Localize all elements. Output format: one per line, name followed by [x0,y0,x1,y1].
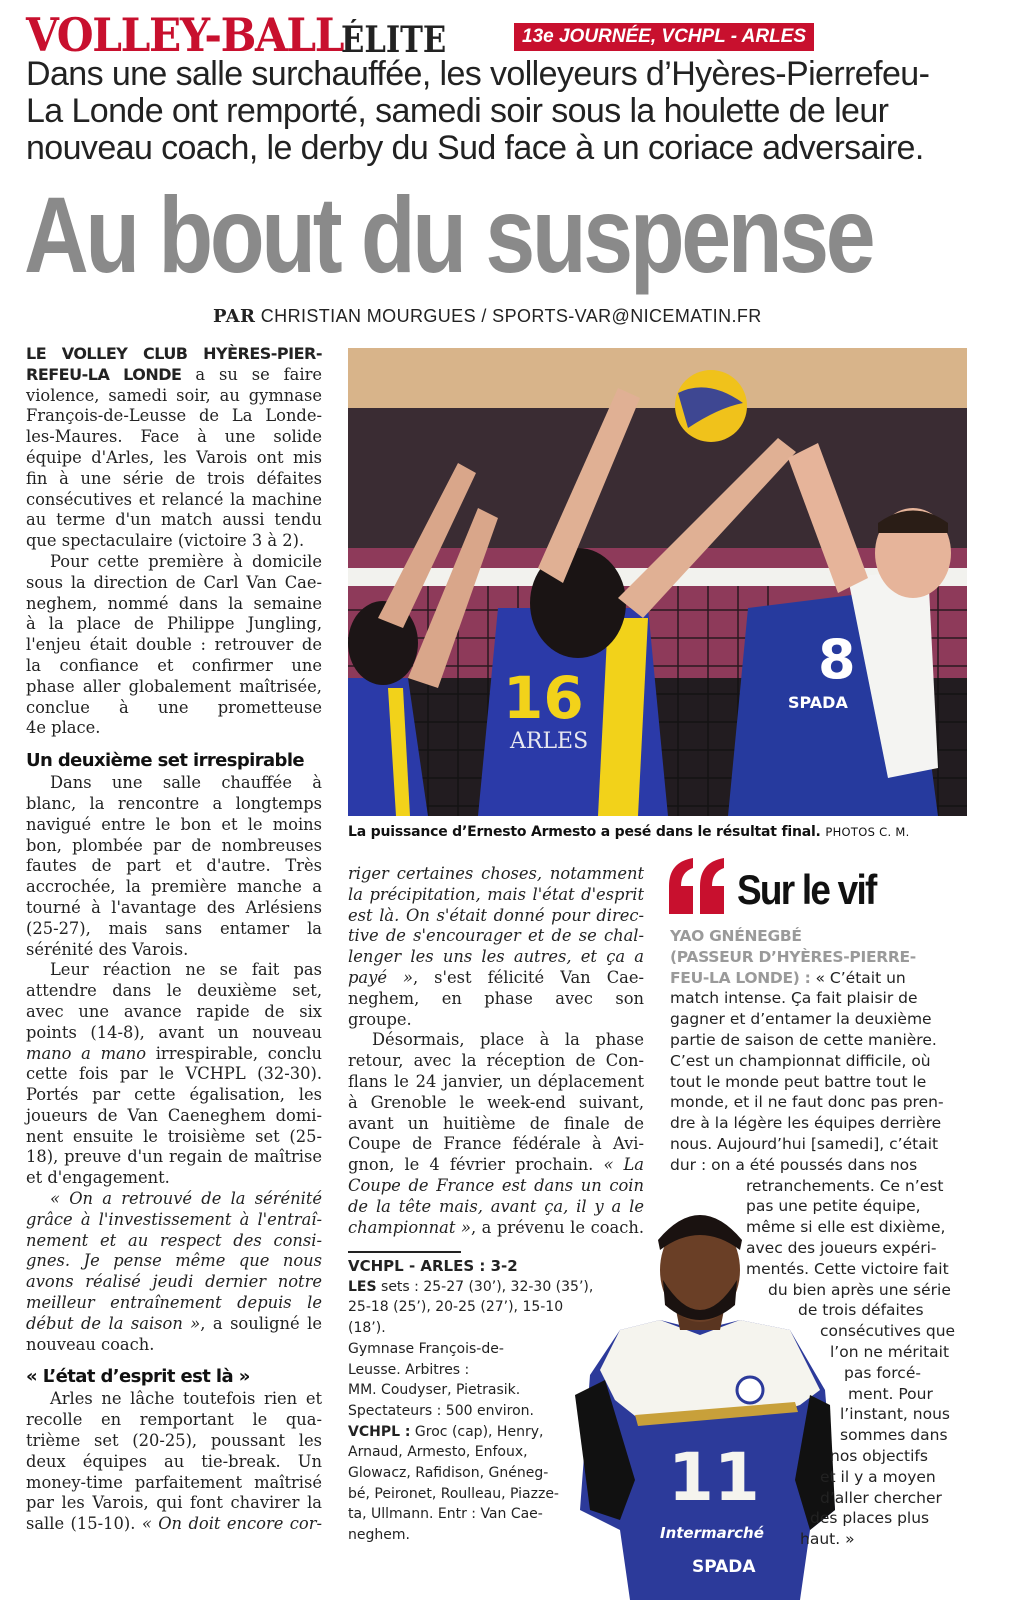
text-line: à Grenoble le week-end suivant, [348,1092,644,1112]
match-score-title: VCHPL - ARLES : 3-2 [348,1257,518,1275]
italic-fragment: « La [603,1155,644,1175]
text-line [26,1514,322,1535]
quote-line: l’on ne méritait [830,1342,950,1361]
text-line: la précipitation, mais l'état d'esprit [348,884,644,904]
text-line [26,1044,322,1065]
ceiling [348,348,967,408]
text-line: joueurs de Van Caeneghem domi- [26,1105,322,1125]
factbox-line: ta, Ullmann. Entr : Van Cae- [348,1506,543,1523]
team-label: VCHPL : [348,1423,411,1440]
text-line: avec une avance rapide de six [26,1001,322,1021]
text-line: Coupe de France est dans un coin [348,1175,644,1195]
text-line: Coupe de France fédérale à Avi- [348,1134,644,1154]
text-line: avant un huitième de finale de [348,1113,644,1133]
factbox-line: Gymnase François-de- [348,1340,504,1357]
text-line: Pour cette première à domicile [50,551,322,571]
quote-line: dre à la légère les équipes derrière [670,1114,942,1133]
photo-credit: PHOTOS C. M. [825,825,910,839]
text-line: à la place de Philippe Jungling, [26,614,322,634]
text-line: nent ensuite le troisième set (25- [26,1126,322,1146]
text-fragment: , a souligné le [200,1313,322,1333]
lead-caps: LE VOLLEY CLUB HYÈRES-PIER- [26,344,322,363]
text-line: consécutives et relancé la machine [26,489,322,509]
sets-label: LES [348,1278,377,1295]
text-fragment: salle (15-10). [26,1514,142,1534]
text-line: équipe d'Arles, les Varois ont mis [26,447,322,467]
quote-speaker: (PASSEUR D’HYÈRES-PIERRE- [670,947,916,966]
photo-caption [348,824,910,840]
player-right-sponsor: SPADA [788,693,848,712]
quote-line: ment. Pour [848,1384,933,1403]
quote-line: match intense. Ça fait plaisir de [670,989,918,1008]
sponsor-intermarche: Intermarché [660,1524,764,1542]
text-fragment: Groc (cap), Henry, [410,1423,544,1440]
player-middle-number: 16 [503,664,584,732]
text-fragment: , s'est félicité Van Cae- [412,967,644,987]
standfirst [26,56,986,167]
text-line: 4e place. [26,718,101,738]
text-line: Arles ne lâche toutefois rien et [50,1389,322,1409]
section-sport: VOLLEY-BALL [26,8,344,62]
article-column-1 [26,344,322,1535]
text-line: recolle en remportant le qua- [26,1410,322,1430]
text-line: attendre dans le deuxième set, [26,981,322,1001]
factbox-line: Glowacz, Rafidison, Gnéneg- [348,1465,549,1482]
factbox-line: bé, Peironet, Roulleau, Piazze- [348,1485,559,1502]
factbox-line: (18’). [348,1320,386,1337]
text-fragment: , a prévenu le coach. [470,1217,644,1237]
text-line: (25-27), mais sans entamer la [26,918,322,938]
quote-line: consécutives que [820,1322,956,1341]
headline: Au bout du suspense [24,174,873,295]
text-fragment: « C’était un [810,968,906,987]
player-middle-team: ARLES [510,729,589,754]
quote-line: et il y a moyen [820,1467,936,1486]
text-line: de la tête mais, avant ça, il y a le [348,1196,644,1216]
quote-line: monde, et il ne faut donc pas pren- [670,1093,944,1112]
text-line: Leur réaction ne se fait pas [50,960,322,980]
text-fragment: irrespirable, conclu [146,1043,322,1063]
player-portrait-number: 11 [668,1439,760,1516]
byline [213,306,762,327]
quote-line: d’aller chercher [820,1488,942,1507]
text-line: sous la direction de Carl Van Cae- [26,572,322,592]
text-line: deux équipes au tie-break. Un [26,1451,322,1471]
byline-prefix: PAR [213,306,256,327]
text-line: François-de-Leusse de La Londe- [26,406,322,426]
text-line: Portés par cette égalisation, les [26,1085,322,1105]
quote-line: nous. Aujourd’hui [samedi], c’était [670,1134,939,1153]
match-factbox [348,1256,594,1546]
italic-fragment: « On doit encore cor- [141,1514,322,1534]
text-line: points (14-8), avant un nouveau [26,1022,322,1042]
text-line: groupe. [348,1009,412,1029]
text-line: la confiance et confirmer une [26,655,322,675]
quote-line: dur : on a été poussés dans nos [670,1155,918,1174]
match-badge: 13e JOURNÉE, VCHPL - ARLES [514,23,814,51]
quote-line: du bien après une série [768,1280,951,1299]
text-line: retour, avec la réception de Con- [348,1051,644,1071]
quote-mark-icon [667,856,727,916]
text-line: tourné à l'avantage des Arlésiens [26,897,322,917]
quote-line: pas une petite équipe, [746,1197,921,1216]
text-line: nouveau coach. [26,1334,155,1354]
text-line: money-time parfaitement maîtrisé [26,1472,322,1492]
quote-line: mentés. Cette victoire fait [746,1259,949,1278]
text-line: lenger les uns les autres, et ça a [348,947,644,967]
factbox-line: MM. Coudyser, Pietrasik. [348,1382,521,1399]
quote-line: sommes dans [840,1426,948,1445]
quote-line: gagner et d’entamer la deuxième [670,1010,932,1029]
subheading: « L’état d’esprit est là » [26,1366,250,1388]
quote-line: avec des joueurs expéri- [746,1238,937,1257]
quote-line: C’est un championnat difficile, où [670,1051,931,1070]
factbox-line [348,1422,588,1443]
text-fragment: sets : 25-27 (30’), 32-30 (35’), [376,1278,594,1295]
text-line: 18), preuve d'un regain de maîtrise [26,1147,322,1167]
text-line: cette fois par le VCHPL (32-30). [26,1064,322,1084]
sponsor-spada: SPADA [692,1557,756,1577]
player-right-number: 8 [818,628,856,691]
italic-fragment: championnat » [348,1217,471,1237]
text-line: accrochée, la première manche a [26,877,322,897]
text-line: neghem, en phase avec son [348,988,644,1008]
text-line: grâce à l'investissement à l'entraî- [26,1209,322,1229]
factbox-line [348,1277,594,1298]
byline-author: CHRISTIAN MOURGUES / SPORTS-VAR@NICEMATIN.FR [260,306,762,326]
text-line: et d'engagement. [26,1168,170,1188]
text-line: neghem, nommé dans la semaine [26,593,322,613]
text-line: au terme d'un match aussi tendu [26,510,322,530]
text-line: est là. On s'était donné pour direc- [348,905,644,925]
text-line: riger certaines choses, notamment [348,864,644,883]
italic-fragment: début de la saison » [26,1313,201,1333]
factbox-line: Spectateurs : 500 environ. [348,1402,534,1419]
text-line: avons réalisé jeudi dernier notre [26,1272,322,1292]
standfirst-line: La Londe ont remporté, samedi soir sous la houlette de leur [26,92,889,130]
quote-line: haut. » [800,1530,855,1549]
quote-line: même si elle est dixième, [746,1218,946,1237]
text-line: conclue à une prometteuse [26,697,322,717]
quote-line: partie de saison de cette manière. [670,1030,937,1049]
sur-le-vif-quote [670,926,970,1550]
standfirst-line: nouveau coach, le derby du Sud face à un coriace adversaire. [26,129,924,167]
factbox-line: Leusse. Arbitres : [348,1361,470,1378]
volleyball-action-illustration [348,348,967,816]
text-line: tive de s'encourager et de se chal- [348,926,644,946]
match-box-rule [348,1251,461,1253]
italic-fragment: payé » [348,967,413,987]
standfirst-line: Dans une salle surchauffée, les volleyeurs d’Hyères-Pierrefeu- [26,55,930,93]
text-fragment: gnon, le 4 février prochain. [348,1155,604,1175]
text-line: par les Varois, qui font chavirer la [26,1493,322,1513]
text-line: fautes de part et d'autre. Très [26,856,322,876]
quote-line: nos objectifs [830,1446,928,1465]
text-fragment: a su se faire [181,364,322,384]
text-line: que spectaculaire (victoire 3 à 2). [26,531,305,551]
text-line: flans le 24 janvier, un déplacement [348,1071,644,1091]
quote-line: de trois défaites [798,1301,924,1320]
text-line: l'enjeu était double : retrouver de [26,635,322,655]
text-line [26,1314,322,1335]
text-line: bon, plombée par de nombreuses [26,835,322,855]
factbox-line: neghem. [348,1527,410,1544]
subheading: Un deuxième set irrespirable [26,750,305,772]
text-line: navigué entre le bon et le moins [26,814,322,834]
quote-line: tout le monde peut battre tout le [670,1072,927,1091]
text-line: fin à une série de trois défaites [26,468,322,488]
text-line: sérénité des Varois. [26,939,189,959]
text-line: les-Maures. Face à une solide [26,427,322,447]
text-line: blanc, la rencontre a longtemps [26,793,322,813]
text-line: phase aller globalement maîtrisée, [26,676,322,696]
text-line [348,968,644,989]
kicker [26,8,465,62]
text-line: gnes. Je pense même que nous [26,1251,322,1271]
quote-line [670,968,970,989]
quote-line: l’instant, nous [840,1405,950,1424]
quote-line: pas forcé- [844,1363,921,1382]
factbox-line: 25-18 (25’), 20-25 (27’), 15-10 [348,1299,564,1316]
italic-fragment: mano a mano [26,1043,147,1063]
lead-caps: REFEU-LA LONDE [26,364,182,384]
text-line: meilleur entraînement depuis le [26,1293,322,1313]
caption-text: La puissance d’Ernesto Armesto a pesé dans le résultat final. [348,824,821,840]
quote-speaker: FEU-LA LONDE) : [670,968,811,987]
quote-speaker: YAO GNÉNEGBÉ [670,927,802,945]
text-line: « On a retrouvé de la sérénité [50,1189,322,1209]
quote-line: retranchements. Ce n’est [746,1176,944,1195]
text-line: nement et au respect des consi- [26,1230,322,1250]
factbox-line: Arnaud, Armesto, Enfoux, [348,1444,528,1461]
text-line [26,365,322,386]
section-level: ÉLITE [340,19,447,61]
text-line [348,1155,644,1176]
quote-line: des places plus [810,1509,930,1528]
text-line: Désormais, place à la phase [372,1030,644,1050]
text-line: violence, samedi soir, au gymnase [26,385,322,405]
match-photo [348,348,967,816]
text-line: trième set (20-25), poussant les [26,1431,322,1451]
sur-le-vif-title: Sur le vif [737,866,876,913]
text-line: Dans une salle chauffée à [50,773,322,793]
